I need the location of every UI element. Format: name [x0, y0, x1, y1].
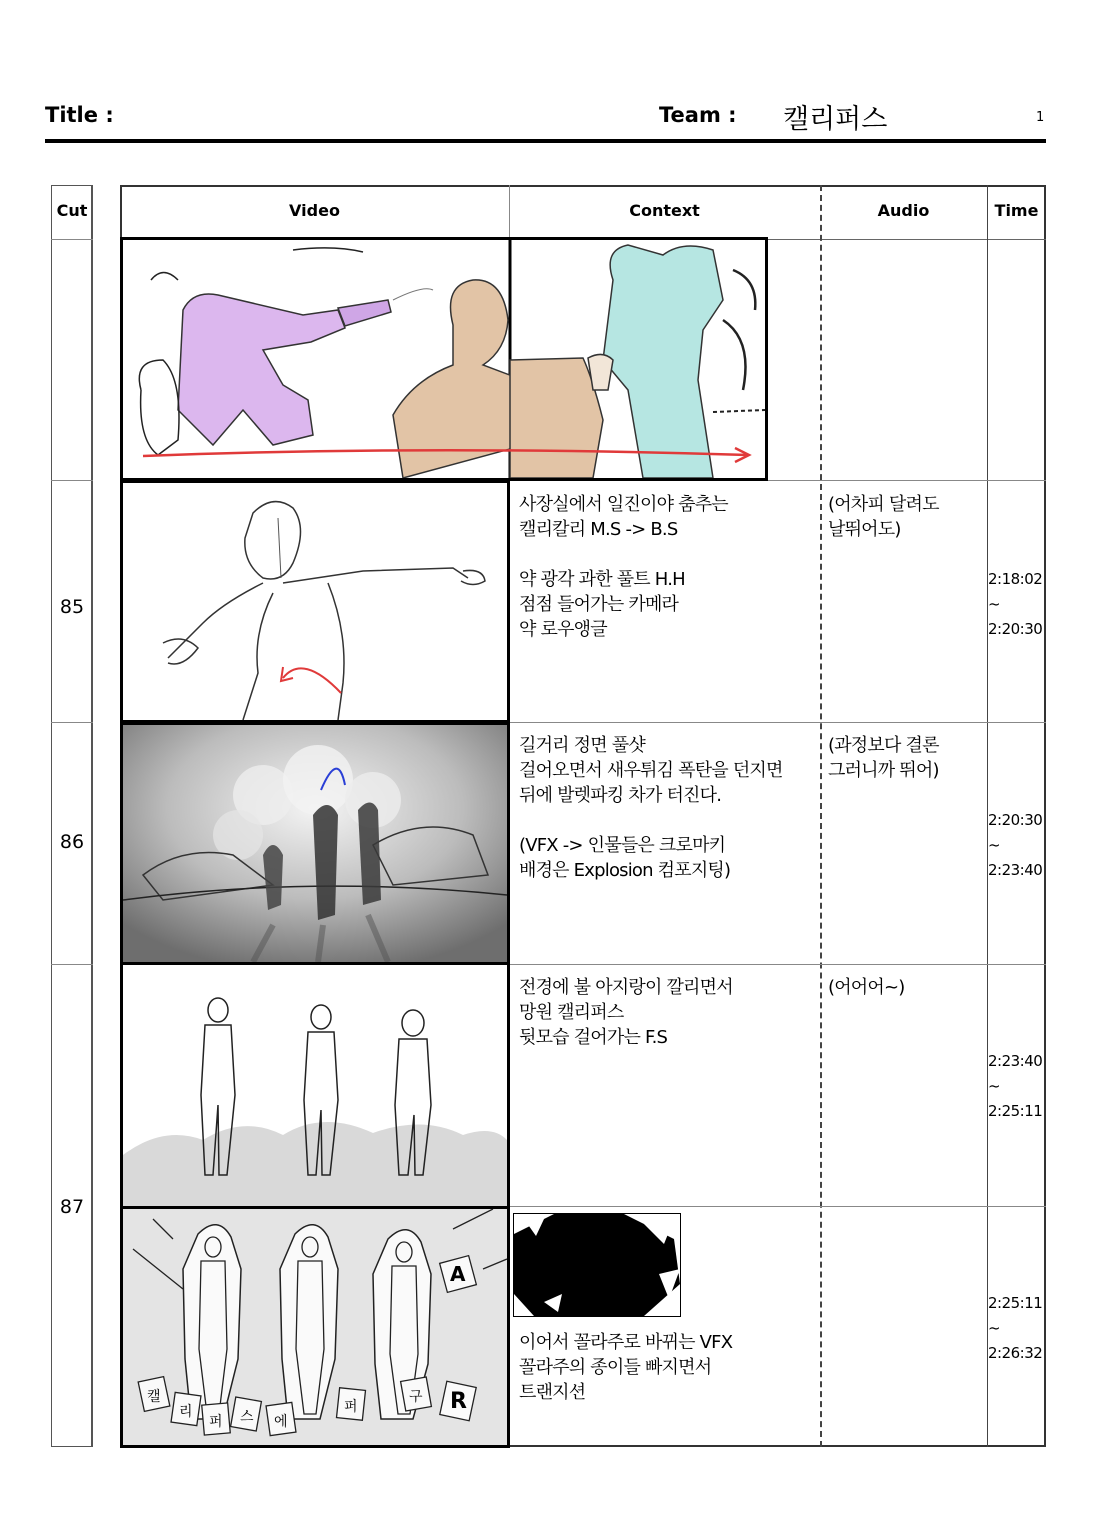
collage-letter: R — [450, 1389, 467, 1414]
team-label: Team : — [659, 103, 737, 127]
party-sketch — [123, 240, 765, 478]
context-text: 이어서 꼴라주로 바뀌는 VFX 꼴라주의 종이들 빠지면서 트랜지션 — [519, 1332, 733, 1403]
cut-column — [51, 185, 93, 1447]
col-header-cut: Cut — [56, 201, 88, 220]
collage-letter: 퍼 — [344, 1399, 358, 1415]
cut-row-divider — [51, 480, 93, 481]
cut-row-divider — [51, 722, 93, 723]
time-end: 2:20:30 — [988, 620, 1043, 638]
header-rule — [45, 139, 1046, 143]
context-text: 길거리 정면 풀샷 걸어오면서 새우튀김 폭탄을 던지면 뒤에 발렛파킹 차가 터진다. (VFX -> 인물들은 크로마키 배경은 Explosion 컴포지팅) — [519, 735, 783, 881]
collage-letter: 리 — [179, 1404, 193, 1420]
audio-text: (어어어~) — [828, 977, 905, 998]
page-number: 1 — [1036, 110, 1045, 125]
row-divider — [509, 964, 1046, 965]
col-header-context: Context — [629, 201, 700, 220]
cut-row-divider — [51, 964, 93, 965]
collage-letter: A — [450, 1262, 466, 1286]
collage-letter: 캘 — [147, 1389, 161, 1405]
context-audio-divider — [820, 185, 822, 1447]
transition-thumbnail — [513, 1213, 681, 1317]
audio-text: (과정보다 결론 그러니까 뛰어) — [828, 735, 939, 781]
time-sep: ~ — [988, 1077, 1001, 1095]
collage-letter: 퍼 — [209, 1414, 223, 1430]
time-end: 2:23:40 — [988, 861, 1043, 879]
video-panel-cut-87-a — [120, 964, 510, 1207]
video-panel-cut-86 — [120, 722, 510, 965]
col-header-video: Video — [289, 201, 340, 220]
cut-number: 85 — [59, 596, 85, 618]
row-divider — [509, 722, 1046, 723]
audio-text: (어차피 달려도 날뛰어도) — [828, 494, 939, 540]
time-end: 2:25:11 — [988, 1102, 1043, 1120]
video-panel-party — [120, 237, 768, 481]
context-text: 사장실에서 일진이야 춤추는 캘리칼리 M.S -> B.S 약 광각 과한 풀트 H.H 점점 들어가는 카메라 약 로우앵글 — [519, 494, 728, 640]
time-sep: ~ — [988, 595, 1001, 613]
col-header-time: Time — [994, 201, 1039, 220]
collage-letter: 스 — [240, 1409, 254, 1425]
dancer-sketch — [123, 483, 507, 720]
time-start: 2:20:30 — [988, 811, 1043, 829]
collage-letter: 에 — [274, 1414, 288, 1430]
time-end: 2:26:32 — [988, 1344, 1043, 1362]
time-start: 2:25:11 — [988, 1294, 1043, 1312]
context-text: 전경에 불 아지랑이 깔리면서 망원 캘리퍼스 뒷모습 걸어가는 F.S — [519, 977, 733, 1048]
time-sep: ~ — [988, 1319, 1001, 1337]
row-divider — [509, 1206, 1046, 1207]
video-panel-cut-87-b — [120, 1206, 510, 1448]
cut-number: 86 — [59, 831, 85, 853]
cut-header-divider — [51, 239, 93, 240]
walking-figures-sketch — [123, 965, 507, 1206]
time-start: 2:23:40 — [988, 1052, 1043, 1070]
time-sep: ~ — [988, 836, 1001, 854]
cut-number: 87 — [59, 1196, 85, 1218]
time-start: 2:18:02 — [988, 570, 1043, 588]
video-panel-cut-85 — [120, 480, 510, 723]
transition-sketch — [514, 1214, 680, 1316]
collage-letter: 구 — [409, 1389, 423, 1405]
team-name: 캘리퍼스 — [783, 104, 888, 135]
explosion-sketch — [123, 725, 507, 962]
title-label: Title : — [45, 103, 114, 127]
col-header-audio: Audio — [877, 201, 930, 220]
